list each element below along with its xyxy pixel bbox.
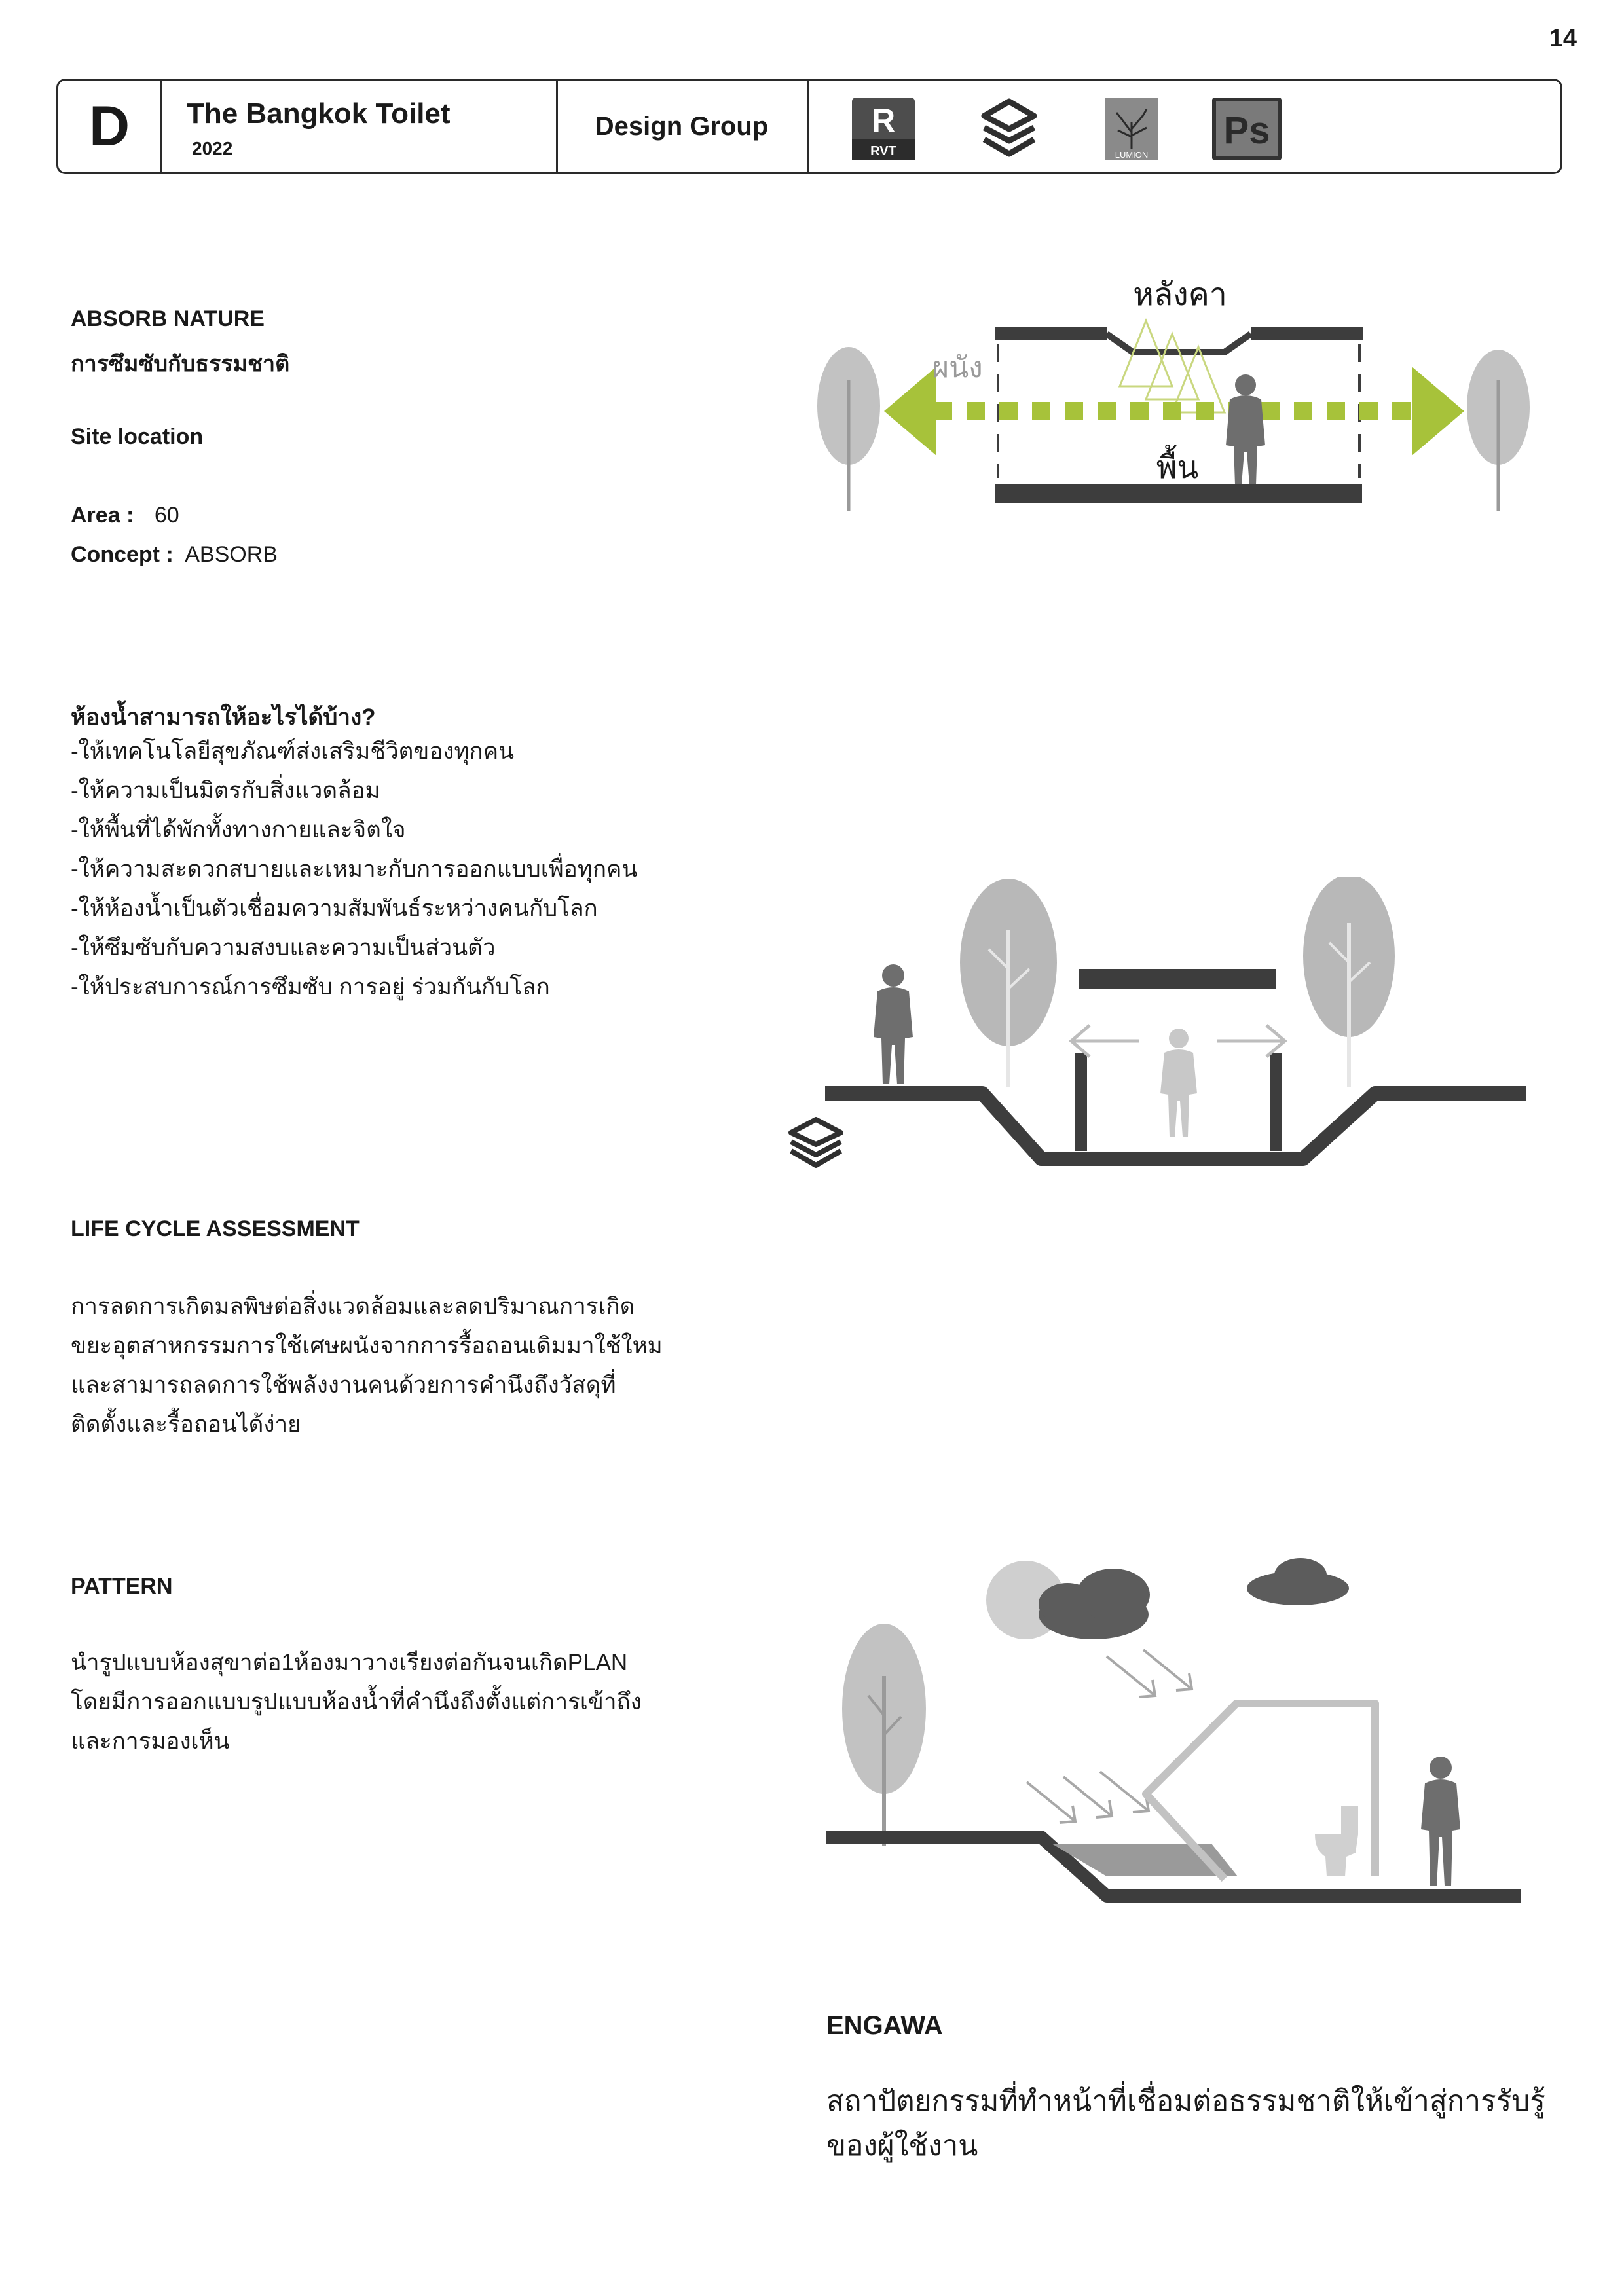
area-row xyxy=(71,503,179,528)
pattern-title: PATTERN xyxy=(71,1574,173,1599)
tree-icon xyxy=(1467,350,1530,511)
cloud-icon xyxy=(1247,1558,1349,1605)
lca-line: และสามารถลดการใช้พลังงานคนด้วยการคำนึงถึงวัสดุที่ xyxy=(71,1372,616,1398)
lca-line: ติดตั้งและรื้อถอนได้ง่าย xyxy=(71,1412,301,1437)
area-label: Area : xyxy=(71,503,134,528)
light-triangles xyxy=(1120,321,1225,412)
lca-title: LIFE CYCLE ASSESSMENT xyxy=(71,1216,360,1241)
lumion-icon xyxy=(1103,96,1160,162)
person-icon xyxy=(1421,1757,1460,1886)
concept-label: Concept : xyxy=(71,542,174,567)
site-location-label: Site location xyxy=(71,424,204,449)
wall-post xyxy=(1075,1053,1087,1151)
title-en: ABSORB NATURE xyxy=(71,306,265,331)
concept-value: ABSORB xyxy=(185,542,278,567)
revit-sub: RVT xyxy=(870,144,896,158)
project-title: The Bangkok Toilet xyxy=(187,98,451,130)
header-divider xyxy=(160,81,162,172)
list-item: -ให้เทคโนโลยีสุขภัณฑ์ส่งเสริมชีวิตของทุกคน xyxy=(71,738,515,764)
revit-icon xyxy=(851,96,916,162)
tree-icon xyxy=(817,347,880,511)
sketchup-icon xyxy=(976,96,1042,162)
header-divider xyxy=(807,81,809,172)
photoshop-letters: Ps xyxy=(1223,109,1270,152)
area-value: 60 xyxy=(154,503,179,528)
tree-icon xyxy=(842,1624,926,1846)
title-th: การซึมซับกับธรรมชาติ xyxy=(71,352,290,376)
roof-shape xyxy=(995,327,1363,352)
lca-body xyxy=(71,1287,663,1444)
engawa-body xyxy=(826,2079,1545,2168)
group-label: Design Group xyxy=(595,111,769,141)
revit-letter: R xyxy=(871,102,896,139)
page-number: 14 xyxy=(1549,25,1577,52)
list-item: -ให้ความเป็นมิตรกับสิ่งแวดล้อม xyxy=(71,778,380,803)
list-item: -ให้ห้องน้ำเป็นตัวเชื่อมความสัมพันธ์ระหว่างคนกับโลก xyxy=(71,896,598,921)
list-item: -ให้ประสบการณ์การซึมซับ การอยู่ ร่วมกันกับโลก xyxy=(71,974,550,1000)
list-item: -ให้ซึมซับกับความสงบและความเป็นส่วนตัว xyxy=(71,935,496,960)
list-item: -ให้พื้นที่ได้พักทั้งทางกายและจิตใจ xyxy=(71,817,406,843)
tree-icon xyxy=(960,879,1057,1087)
floor-label: พื้น xyxy=(1156,449,1199,486)
engawa-title: ENGAWA xyxy=(826,2011,943,2040)
pattern-body xyxy=(71,1643,642,1761)
pattern-line: โดยมีการออกแบบรูปแบบห้องน้ำที่คำนึงถึงตั้งแต่การเข้าถึง xyxy=(71,1689,642,1715)
lca-line: ขยะอุตสาหกรรมการใช้เศษผนังจากการรื้อถอนเดิมมาใช้ใหม xyxy=(71,1333,663,1358)
photoshop-icon xyxy=(1211,96,1283,162)
person-icon xyxy=(1160,1029,1197,1137)
person-icon xyxy=(874,964,913,1084)
arrow-left-icon xyxy=(1071,1025,1139,1057)
roof-slab xyxy=(1079,969,1276,989)
roof-label: หลังคา xyxy=(1133,276,1227,313)
section-letter: D xyxy=(88,94,130,158)
section-diagram-absorb xyxy=(805,262,1552,524)
header-bar xyxy=(56,79,1562,174)
benefits-heading: ห้องน้ำสามารถให้อะไรได้บ้าง? xyxy=(71,704,376,730)
wall-label: ผนัง xyxy=(932,351,983,384)
project-year: 2022 xyxy=(192,138,233,158)
wall-post xyxy=(1270,1053,1282,1151)
person-icon xyxy=(1226,374,1265,484)
toilet-icon xyxy=(1315,1806,1358,1876)
lca-line: การลดการเกิดมลพิษต่อสิ่งแวดล้อมและลดปริมาณการเกิด xyxy=(71,1294,635,1319)
section-diagram-engawa xyxy=(805,1545,1539,1912)
engawa-line: สถาปัตยกรรมที่ทำหน้าที่เชื่อมต่อธรรมชาติให้เข้าสู่การรับรู้ xyxy=(826,2085,1545,2117)
arrow-right-icon xyxy=(1217,1025,1285,1057)
list-item: -ให้ความสะดวกสบายและเหมาะกับการออกแบบเพื่อทุกคน xyxy=(71,856,638,882)
lumion-label: LUMION xyxy=(1115,150,1149,160)
sunray-arrows-icon xyxy=(1027,1650,1192,1823)
pattern-line: นำรูปแบบห้องสุขาต่อ1ห้องมาวางเรียงต่อกันจนเกิดPLAN xyxy=(71,1650,628,1675)
pattern-line: และการมองเห็น xyxy=(71,1728,230,1754)
tree-icon xyxy=(1303,877,1395,1087)
sketchup-icon xyxy=(791,1120,841,1165)
floor-slab xyxy=(995,484,1362,503)
section-diagram-sunken xyxy=(773,877,1532,1205)
benefits-list xyxy=(71,732,637,1007)
concept-row xyxy=(71,542,278,568)
engawa-line: ของผู้ใช้งาน xyxy=(826,2130,978,2162)
